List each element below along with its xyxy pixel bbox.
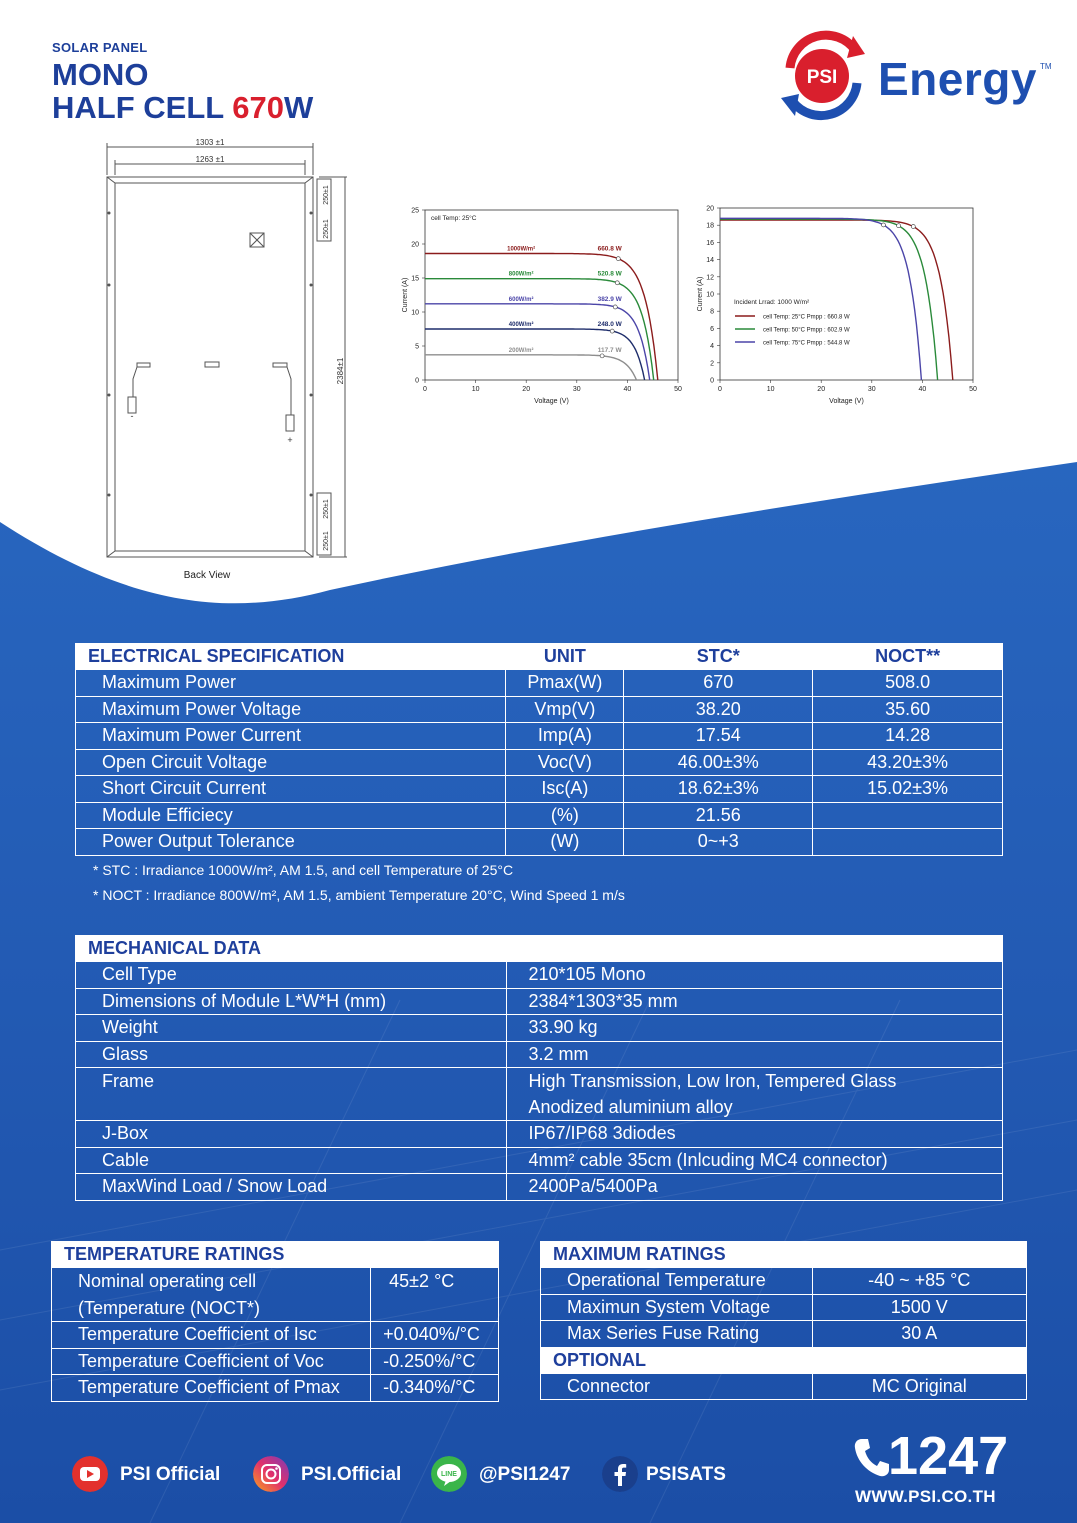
y-tick-label: 18	[706, 222, 714, 230]
mech-value-cell: 3.2 mm	[506, 1041, 1002, 1068]
x-tick-label: 20	[817, 386, 826, 393]
table-row	[541, 1294, 1027, 1321]
dim-250-bottom-a: 250±1	[323, 499, 330, 519]
terminal-plus: +	[287, 435, 293, 445]
panel-back-view-drawing	[95, 135, 365, 585]
mech-value-cell: 33.90 kg	[506, 1015, 1002, 1042]
line-icon	[431, 1456, 467, 1492]
line-label: @PSI1247	[479, 1464, 571, 1485]
spec-name-cell: Module Efficiecy	[76, 802, 506, 829]
dim-width-inner: 1263 ±1	[195, 155, 225, 164]
x-tick-label: 0	[718, 386, 722, 393]
mpp-point	[610, 329, 614, 333]
spec-unit-cell: Isc(A)	[506, 776, 624, 803]
mpp-point	[600, 354, 604, 358]
series-pmax-label: 248.0 W	[597, 321, 622, 328]
logo-wordmark: Energy	[878, 53, 1037, 105]
spec-stc-cell: 17.54	[624, 723, 813, 750]
noct-label-line2: (Temperature (NOCT*)	[78, 1297, 261, 1318]
y-tick-label: 12	[706, 274, 714, 282]
table-row	[52, 1268, 499, 1322]
title-unit: W	[283, 90, 314, 125]
series-label: 1000W/m²	[507, 246, 536, 253]
y-tick-label: 25	[411, 207, 419, 215]
spec-stc-cell: 0~+3	[624, 829, 813, 856]
electrical-spec-table	[75, 643, 1003, 856]
dim-250-top-a: 250±1	[323, 185, 330, 205]
mech-value-cell: 210*105 Mono	[506, 962, 1002, 989]
y-tick-label: 2	[710, 360, 714, 368]
temp-value-cell: +0.040%/°C	[371, 1322, 499, 1349]
y-tick-label: 8	[710, 308, 714, 316]
table-row	[76, 749, 1003, 776]
youtube-label: PSI Official	[120, 1464, 221, 1485]
youtube-link[interactable]	[72, 1456, 232, 1492]
title-power: 670	[232, 90, 284, 125]
series-label: 800W/m²	[508, 271, 534, 278]
mech-value-cell: IP67/IP68 3diodes	[506, 1121, 1002, 1148]
spec-unit-cell: Voc(V)	[506, 749, 624, 776]
table-row	[76, 776, 1003, 803]
spec-stc-cell: 46.00±3%	[624, 749, 813, 776]
mechanical-data-header	[76, 936, 1003, 962]
y-tick-label: 5	[415, 343, 419, 351]
table-row	[76, 1068, 1003, 1095]
logo-badge-text: PSI	[806, 67, 838, 88]
mpp-point	[881, 223, 885, 227]
y-tick-label: 16	[706, 239, 714, 247]
table-row	[76, 723, 1003, 750]
mech-name-cell	[76, 1094, 507, 1121]
unit-header: UNIT	[506, 644, 624, 670]
table-row	[76, 1094, 1003, 1121]
y-tick-label: 4	[710, 343, 714, 351]
max-name-cell: Operational Temperature	[541, 1268, 813, 1295]
iv-curve-line	[425, 304, 650, 380]
y-tick-label: 6	[710, 325, 714, 333]
spec-unit-cell: Imp(A)	[506, 723, 624, 750]
logo-trademark: TM	[1040, 62, 1052, 71]
spec-unit-cell: (W)	[506, 829, 624, 856]
table-row	[76, 696, 1003, 723]
electrical-spec-header	[76, 644, 1003, 670]
spec-name-cell: Power Output Tolerance	[76, 829, 506, 856]
mech-name-cell: Dimensions of Module L*W*H (mm)	[76, 988, 507, 1015]
mech-name-cell: Frame	[76, 1068, 507, 1095]
noct-label-line1: Nominal operating cell	[78, 1271, 257, 1291]
series-label: 200W/m²	[508, 347, 534, 354]
table-row	[52, 1322, 499, 1349]
y-tick-label: 10	[411, 309, 419, 317]
table-row	[52, 1375, 499, 1402]
spec-noct-cell: 35.60	[813, 696, 1003, 723]
dim-250-bottom-b: 250±1	[323, 531, 330, 551]
spec-noct-cell: 43.20±3%	[813, 749, 1003, 776]
x-axis-label: Voltage (V)	[829, 398, 864, 405]
iv-curve-irradiance-chart	[395, 198, 690, 413]
facebook-label: PSISATS	[646, 1464, 726, 1485]
legend-entry: cell Temp: 50°C Pmpp : 602.9 W	[763, 327, 850, 334]
table-row	[76, 1041, 1003, 1068]
mech-value-cell: Anodized aluminium alloy	[506, 1094, 1002, 1121]
table-row	[52, 1348, 499, 1375]
spec-stc-cell: 38.20	[624, 696, 813, 723]
dim-250-top-b: 250±1	[323, 219, 330, 239]
website-link[interactable]: WWW.PSI.CO.TH	[855, 1487, 996, 1506]
legend-entry: cell Temp: 25°C Pmpp : 660.8 W	[763, 314, 850, 321]
noct-value: 45±2 °C	[371, 1268, 499, 1322]
table-row	[76, 1121, 1003, 1148]
spec-unit-cell: Vmp(V)	[506, 696, 624, 723]
x-tick-label: 50	[969, 386, 977, 393]
x-tick-label: 30	[867, 386, 876, 393]
optional-value-cell: MC Original	[812, 1373, 1027, 1400]
temp-name-cell: Temperature Coefficient of Pmax	[52, 1375, 371, 1402]
y-axis-label: Current (A)	[697, 276, 704, 312]
legend-entry: cell Temp: 75°C Pmpp : 544.8 W	[763, 340, 850, 347]
spec-stc-cell: 18.62±3%	[624, 776, 813, 803]
x-tick-label: 50	[674, 386, 682, 393]
facebook-icon	[602, 1456, 638, 1492]
optional-title: OPTIONAL	[541, 1347, 1027, 1373]
dim-width-outer: 1303 ±1	[195, 138, 225, 147]
spec-noct-cell: 14.28	[813, 723, 1003, 750]
mpp-point	[615, 281, 619, 285]
spec-stc-cell: 21.56	[624, 802, 813, 829]
spec-name-cell: Short Circuit Current	[76, 776, 506, 803]
x-tick-label: 10	[766, 386, 775, 393]
instagram-icon	[253, 1456, 289, 1492]
x-tick-label: 40	[623, 386, 632, 393]
y-tick-label: 0	[710, 377, 714, 385]
hotline-number[interactable]: 1247	[888, 1426, 1009, 1486]
y-tick-label: 15	[411, 275, 419, 283]
table-row	[76, 988, 1003, 1015]
x-axis-label: Voltage (V)	[534, 398, 569, 405]
table-row	[76, 670, 1003, 697]
mech-name-cell: Cell Type	[76, 962, 507, 989]
chart-annotation: cell Temp: 25°C	[431, 215, 477, 222]
phone-icon	[852, 1436, 890, 1478]
mechanical-data-table	[75, 935, 1003, 1201]
y-tick-label: 10	[706, 291, 714, 299]
optional-name-cell: Connector	[541, 1373, 813, 1400]
line-link[interactable]	[431, 1456, 591, 1492]
mpp-point	[911, 225, 915, 229]
chart-annotation: Incident Lrrad: 1000 W/m²	[734, 299, 810, 306]
temperature-ratings-header	[52, 1242, 499, 1268]
max-name-cell: Max Series Fuse Rating	[541, 1321, 813, 1348]
mech-name-cell: J-Box	[76, 1121, 507, 1148]
max-value-cell: -40 ~ +85 °C	[812, 1268, 1027, 1295]
max-value-cell: 1500 V	[812, 1294, 1027, 1321]
max-name-cell: Maximun System Voltage	[541, 1294, 813, 1321]
maximum-ratings-header	[541, 1242, 1027, 1268]
mech-name-cell: Cable	[76, 1147, 507, 1174]
dim-height: 2384±1	[336, 357, 345, 385]
series-label: 400W/m²	[508, 322, 534, 328]
table-row	[76, 802, 1003, 829]
spec-name-cell: Maximum Power Current	[76, 723, 506, 750]
temp-name-cell: Temperature Coefficient of Voc	[52, 1348, 371, 1375]
stc-footnote: * STC : Irradiance 1000W/m², AM 1.5, and cell Temperature of 25°C	[93, 862, 514, 878]
iv-curve-temperature-chart	[693, 198, 983, 413]
maximum-ratings-title: MAXIMUM RATINGS	[541, 1242, 1027, 1268]
table-row	[541, 1268, 1027, 1295]
psi-logo-icon	[775, 28, 870, 123]
mech-value-cell: 2384*1303*35 mm	[506, 988, 1002, 1015]
series-pmax-label: 520.8 W	[597, 270, 622, 278]
y-tick-label: 20	[706, 205, 714, 213]
table-row	[541, 1321, 1027, 1348]
stc-header: STC*	[624, 644, 813, 670]
table-row	[76, 829, 1003, 856]
mpp-point	[616, 257, 620, 261]
y-tick-label: 0	[415, 377, 419, 385]
mech-value-cell: 4mm² cable 35cm (Inlcuding MC4 connector)	[506, 1147, 1002, 1174]
x-tick-label: 40	[918, 386, 927, 393]
title-prefix: HALF CELL	[52, 90, 233, 125]
x-tick-label: 20	[522, 386, 531, 393]
temperature-ratings-table	[51, 1241, 499, 1402]
drawing-caption: Back View	[183, 570, 231, 581]
temp-value-cell: -0.340%/°C	[371, 1375, 499, 1402]
product-title-line2	[52, 91, 313, 125]
spec-stc-cell: 670	[624, 670, 813, 697]
noct-header: NOCT**	[813, 644, 1003, 670]
table-row	[76, 1147, 1003, 1174]
terminal-minus: -	[130, 411, 134, 421]
y-axis-label: Current (A)	[402, 277, 409, 313]
x-tick-label: 30	[572, 386, 581, 393]
product-title-line1: MONO	[52, 57, 149, 92]
iv-curve-line	[425, 254, 658, 381]
spec-noct-cell	[813, 829, 1003, 856]
max-value-cell: 30 A	[812, 1321, 1027, 1348]
x-tick-label: 0	[423, 386, 427, 393]
series-label: 600W/m²	[508, 296, 534, 303]
spec-unit-cell: Pmax(W)	[506, 670, 624, 697]
iv-curve-line	[425, 355, 637, 380]
noct-label	[52, 1268, 371, 1322]
mech-name-cell: Weight	[76, 1015, 507, 1042]
temp-value-cell: -0.250%/°C	[371, 1348, 499, 1375]
mpp-point	[613, 305, 617, 309]
x-tick-label: 10	[471, 386, 480, 393]
series-pmax-label: 382.9 W	[597, 295, 622, 303]
instagram-label: PSI.Official	[301, 1464, 402, 1485]
table-row	[541, 1373, 1027, 1400]
spec-unit-cell: (%)	[506, 802, 624, 829]
series-pmax-label: 660.8 W	[597, 245, 622, 253]
spec-name-cell: Open Circuit Voltage	[76, 749, 506, 776]
y-tick-label: 14	[706, 257, 714, 265]
spec-name-cell: Maximum Power	[76, 670, 506, 697]
temperature-ratings-title: TEMPERATURE RATINGS	[52, 1242, 499, 1268]
maximum-ratings-table	[540, 1241, 1027, 1400]
table-row	[76, 1174, 1003, 1201]
mech-value-cell: High Transmission, Low Iron, Tempered Glass	[506, 1068, 1002, 1095]
table-row	[76, 1015, 1003, 1042]
facebook-link[interactable]	[602, 1456, 762, 1492]
spec-noct-cell	[813, 802, 1003, 829]
optional-header	[541, 1347, 1027, 1373]
spec-noct-cell: 15.02±3%	[813, 776, 1003, 803]
mech-value-cell: 2400Pa/5400Pa	[506, 1174, 1002, 1201]
electrical-spec-title: ELECTRICAL SPECIFICATION	[76, 644, 506, 670]
mech-name-cell: Glass	[76, 1041, 507, 1068]
noct-footnote: * NOCT : Irradiance 800W/m², AM 1.5, ambient Temperature 20°C, Wind Speed 1 m/s	[93, 887, 625, 903]
y-tick-label: 20	[411, 241, 419, 249]
category-label: SOLAR PANEL	[52, 40, 148, 55]
instagram-link[interactable]	[253, 1456, 413, 1492]
table-row	[76, 962, 1003, 989]
mech-name-cell: MaxWind Load / Snow Load	[76, 1174, 507, 1201]
series-pmax-label: 117.7 W	[597, 346, 622, 354]
spec-noct-cell: 508.0	[813, 670, 1003, 697]
mechanical-data-title: MECHANICAL DATA	[76, 936, 1003, 962]
mpp-point	[897, 224, 901, 228]
temp-name-cell: Temperature Coefficient of Isc	[52, 1322, 371, 1349]
youtube-icon	[72, 1456, 108, 1492]
spec-name-cell: Maximum Power Voltage	[76, 696, 506, 723]
line-badge-text: LINE	[441, 1471, 457, 1478]
